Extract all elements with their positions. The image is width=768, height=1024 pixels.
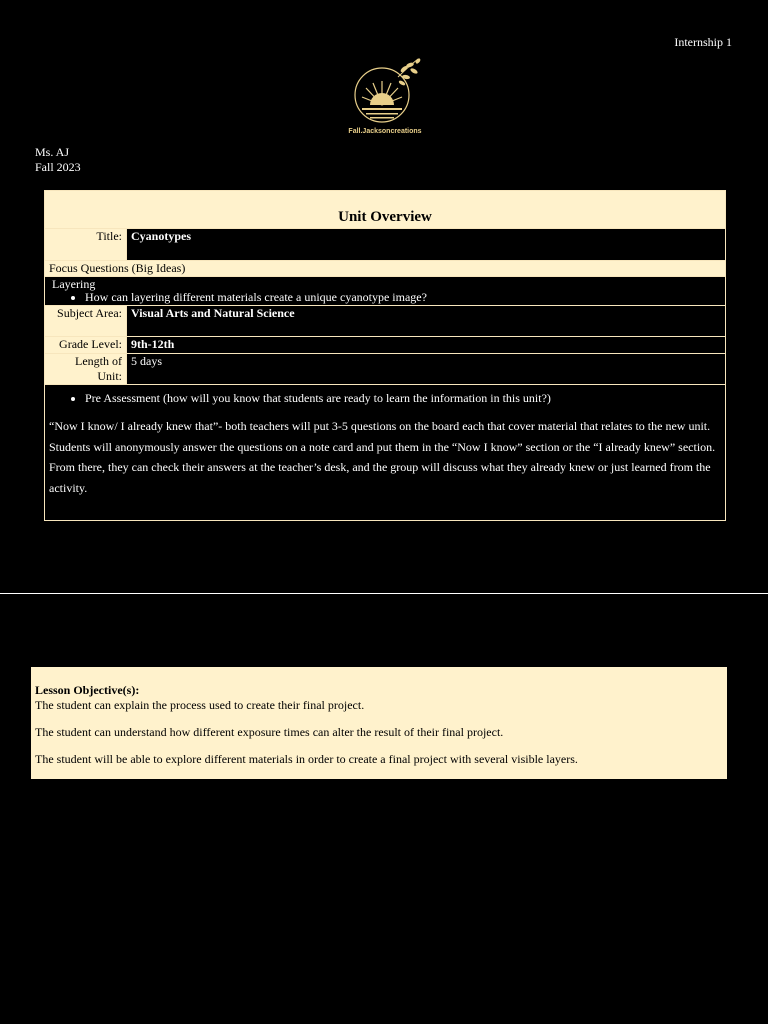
title-value: Cyanotypes — [127, 229, 726, 261]
pre-assessment-text: “Now I know/ I already knew that”- both teachers will put 3-5 questions on the board each that cover material that relates to the new unit. Students will anonymously answer the questions on a note card and put them in the “Now I know” section or the “I already knew” section. From there, they can check their answers at the teacher’s desk, and the group will discuss what they already knew or just learned from the activity. — [49, 419, 716, 495]
title-label: Title: — [45, 229, 127, 261]
focus-question-item: • How can layering different materials create a unique cyanotype image? — [85, 291, 721, 304]
page-header-label: Internship 1 — [674, 35, 732, 49]
length-of-unit-label: Length of Unit: — [45, 354, 127, 385]
unit-overview-table — [44, 190, 726, 521]
objective-item: The student can understand how different exposure times can alter the result of their final project. — [35, 725, 504, 739]
logo-text: Fall.Jacksoncreations — [348, 128, 422, 135]
page-divider — [0, 593, 768, 594]
author-term: Fall 2023 — [35, 160, 81, 174]
lesson-objectives-section — [31, 667, 727, 779]
unit-overview-heading: Unit Overview — [45, 191, 726, 229]
pre-assessment-item: • Pre Assessment (how will you know that students are ready to learn the information in this unit?) — [85, 391, 721, 406]
lesson-objectives-heading: Lesson Objective(s): — [35, 683, 140, 697]
length-of-unit-value: 5 days — [127, 354, 726, 385]
author-name: Ms. AJ — [35, 145, 70, 159]
focus-questions-content — [45, 277, 726, 306]
subject-area-label: Subject Area: — [45, 306, 127, 337]
focus-topic: Layering — [52, 277, 96, 291]
grade-level-value: 9th-12th — [127, 337, 726, 354]
focus-questions-label: Focus Questions (Big Ideas) — [45, 261, 726, 277]
author-block — [35, 145, 81, 175]
grade-level-label: Grade Level: — [45, 337, 127, 354]
objective-item: The student can explain the process used to create their final project. — [35, 698, 365, 712]
pre-assessment-cell — [45, 385, 726, 521]
objective-item: The student will be able to explore different materials in order to create a final project with several visible layers. — [35, 752, 578, 766]
subject-area-value: Visual Arts and Natural Science — [127, 306, 726, 337]
